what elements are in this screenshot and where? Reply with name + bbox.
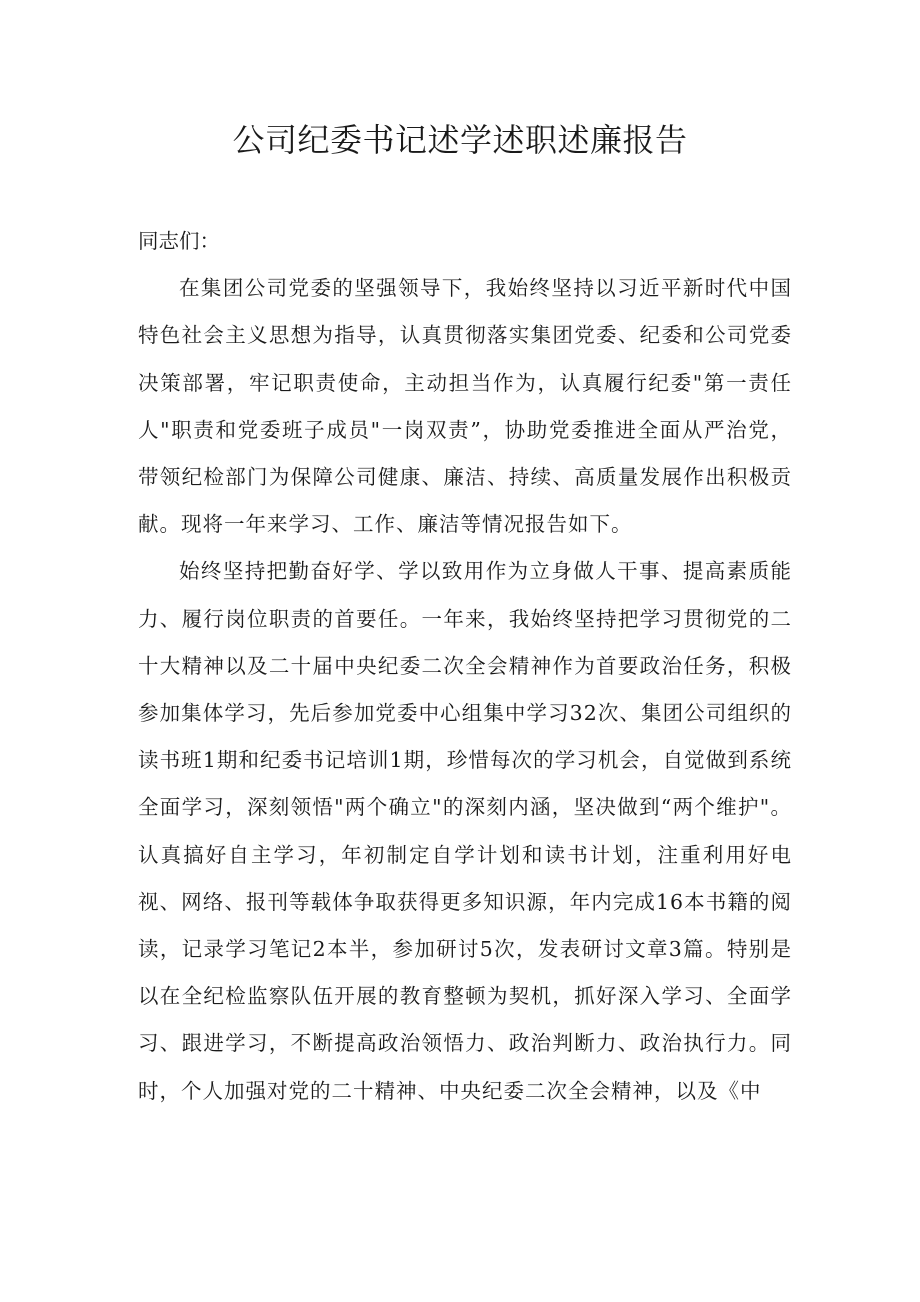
- document-body: [138, 218, 792, 1115]
- paragraph-study: 始终坚持把勤奋好学、学以致用作为立身做人干事、提高素质能力、履行岗位职责的首要任。一年来，我始终坚持把学习贯彻党的二十大精神以及二十届中央纪委二次全会精神作为首要政治任务，积极参加集体学习，先后参加党委中心组集中学习32次、集团公司组织的读书班1期和纪委书记培训1期，珍惜每次的学习机会，自觉做到系统全面学习，深刻领悟"两个确立"的深刻内涵，坚决做到“两个维护"。认真搞好自主学习，年初制定自学计划和读书计划，注重利用好电视、网络、报刊等载体争取获得更多知识源，年内完成16本书籍的阅读，记录学习笔记2本半，参加研讨5次，发表研讨文章3篇。特别是以在全纪检监察队伍开展的教育整顿为契机，抓好深入学习、全面学习、跟进学习，不断提高政治领悟力、政治判断力、政治执行力。同时，个人加强对党的二十精神、中央纪委二次全会精神，以及《中: [138, 559, 792, 1103]
- paragraph-intro: 在集团公司党委的坚强领导下，我始终坚持以习近平新时代中国特色社会主义思想为指导，认真贯彻落实集团党委、纪委和公司党委决策部署，牢记职责使命，主动担当作为，认真履行纪委"第一责任人"职责和党委班子成员"一岗双责”，协助党委推进全面从严治党，带领纪检部门为保障公司健康、廉洁、持续、高质量发展作出积极贡献。现将一年来学习、工作、廉洁等情况报告如下。: [138, 276, 792, 537]
- document-title: 公司纪委书记述学述职述廉报告: [232, 121, 688, 159]
- salutation: 同志们：: [138, 229, 220, 253]
